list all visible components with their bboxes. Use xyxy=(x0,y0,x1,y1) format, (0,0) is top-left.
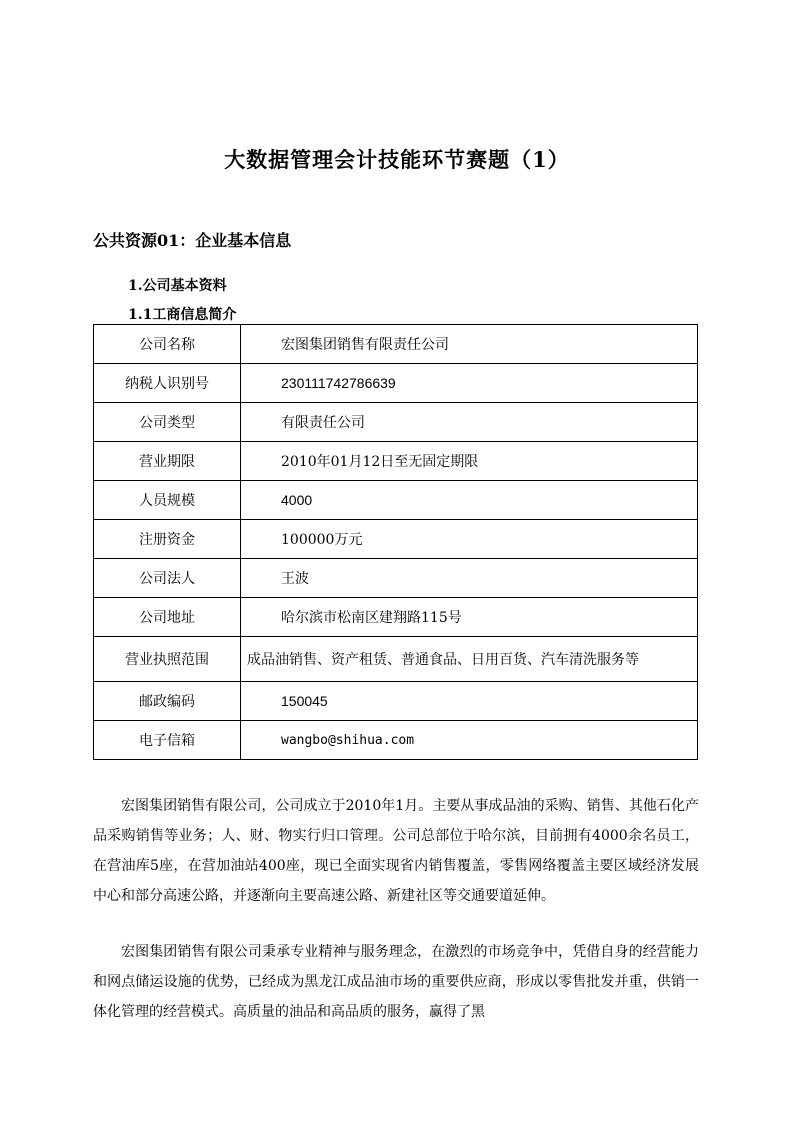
row-label: 公司名称 xyxy=(94,325,241,364)
row-value: 王波 xyxy=(241,559,698,598)
row-label: 注册资金 xyxy=(94,520,241,559)
row-label: 营业期限 xyxy=(94,442,241,481)
row-value: 哈尔滨市松南区建翔路115号 xyxy=(241,598,698,637)
table-row xyxy=(94,637,698,682)
row-label: 公司类型 xyxy=(94,403,241,442)
table-row xyxy=(94,682,698,721)
table-row xyxy=(94,520,698,559)
row-value: 4000 xyxy=(241,481,698,520)
company-philosophy-paragraph: 宏图集团销售有限公司秉承专业精神与服务理念，在激烈的市场竞争中，凭借自身的经营能力和网点储运设施的优势，已经成为黑龙江成品油市场的重要供应商，形成以零售批发并重，供销一体化管理的经营模式。高质量的油品和高品质的服务，赢得了黑 xyxy=(93,944,699,1020)
business-info-table xyxy=(93,324,698,760)
table-row xyxy=(94,598,698,637)
row-label: 邮政编码 xyxy=(94,682,241,721)
company-description-paragraph: 宏图集团销售有限公司，公司成立于2010年1月。主要从事成品油的采购、销售、其他石化产品采购销售等业务；人、财、物实行归口管理。公司总部位于哈尔滨，目前拥有4000余名员工，在营油库5座，在营加油站400座，现已全面实现省内销售覆盖，零售网络覆盖主要区域经济发展中心和部分高速公路，并逐渐向主要高速公路、新建社区等交通要道延伸。 xyxy=(93,798,699,904)
table-row xyxy=(94,481,698,520)
row-value: 150045 xyxy=(241,682,698,721)
table-row xyxy=(94,721,698,760)
table-row xyxy=(94,403,698,442)
row-label: 人员规模 xyxy=(94,481,241,520)
document-title: 大数据管理会计技能环节赛题（1） xyxy=(224,147,570,172)
row-value: wangbo@shihua.com xyxy=(241,721,698,760)
table-row xyxy=(94,325,698,364)
row-value: 100000万元 xyxy=(241,520,698,559)
row-label: 公司法人 xyxy=(94,559,241,598)
sub-heading-business-info: 1.1工商信息简介 xyxy=(128,307,237,323)
row-value: 成品油销售、资产租赁、普通食品、日用百货、汽车清洗服务等 xyxy=(241,637,698,682)
section-heading: 公共资源01：企业基本信息 xyxy=(93,231,292,250)
row-value: 有限责任公司 xyxy=(241,403,698,442)
table-row xyxy=(94,364,698,403)
table-row xyxy=(94,559,698,598)
row-value: 230111742786639 xyxy=(241,364,698,403)
row-label: 营业执照范围 xyxy=(94,637,241,682)
row-value: 宏图集团销售有限责任公司 xyxy=(241,325,698,364)
row-value: 2010年01月12日至无固定期限 xyxy=(241,442,698,481)
row-label: 公司地址 xyxy=(94,598,241,637)
row-label: 电子信箱 xyxy=(94,721,241,760)
row-label: 纳税人识别号 xyxy=(94,364,241,403)
sub-heading-company-info: 1.公司基本资料 xyxy=(128,278,227,294)
table-row xyxy=(94,442,698,481)
